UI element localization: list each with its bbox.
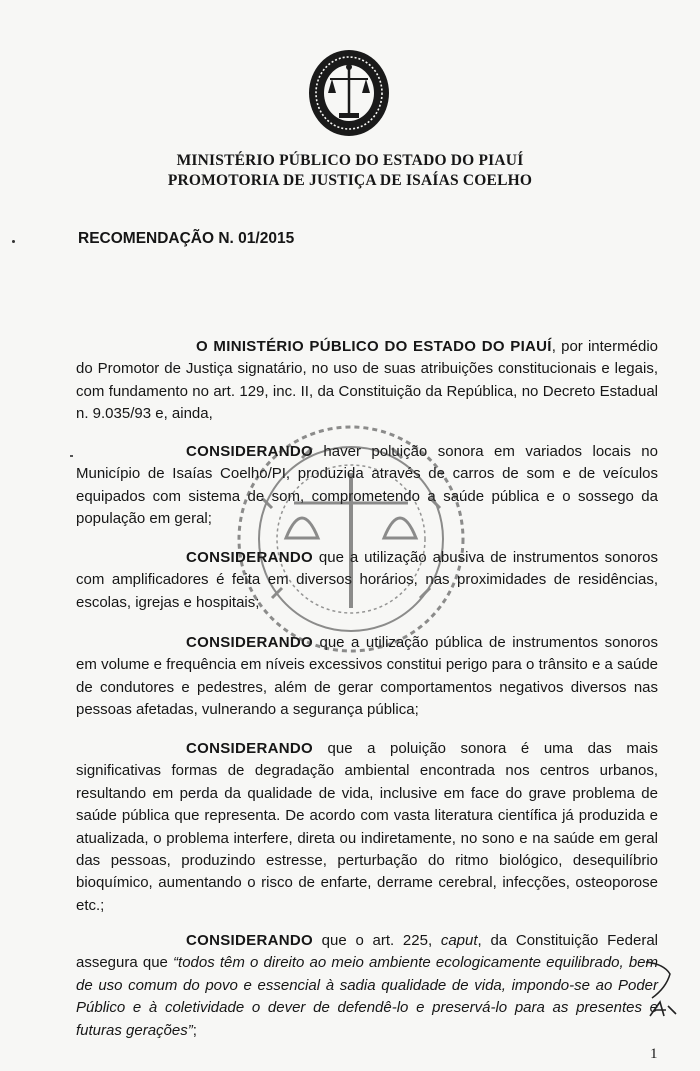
paragraph-text: haver poluição sonora em variados locais no Município de Isaías Coelho/PI, produzida através de carros de som e de veículos equipados com sistema de som, comprometendo a saúde pública e o sossego da população em geral; xyxy=(76,443,658,528)
document-title: RECOMENDAÇÃO N. 01/2015 xyxy=(78,230,295,247)
header-promotoria-name: PROMOTORIA DE JUSTIÇA DE ISAÍAS COELHO xyxy=(167,172,533,189)
paragraph-lead: CONSIDERANDO xyxy=(186,634,313,651)
paragraph-text: que o art. 225, xyxy=(312,932,441,949)
paragraph-text: ; xyxy=(192,1021,197,1039)
header-ministry-name: MINISTÉRIO PÚBLICO DO ESTADO DO PIAUÍ xyxy=(176,152,524,169)
paragraph-lead: CONSIDERANDO xyxy=(186,740,313,757)
constitution-quote: “todos têm o direito ao meio ambiente ecologicamente equilibrado, bem de uso comum do povo e essencial à sadia qualidade de vida, impondo-se ao Poder Público e à coletividade o dever de defendê-lo e preservá-lo para as presentes e futuras gerações” xyxy=(76,954,658,1039)
paragraph-lead: CONSIDERANDO xyxy=(186,549,313,566)
seal-stamp-watermark xyxy=(232,418,470,660)
paragraph-text: que a utilização pública de instrumentos sonoros em volume e frequência em níveis excessivos constitui perigo para o trânsito e a saúde de condutores e pedestres, além de gerar comportamentos negativos diversos nas pessoas afetadas, vulnerando a segurança pública; xyxy=(76,634,658,719)
paragraph-text: , da Constituição Federal assegura que xyxy=(76,932,658,972)
paragraph-preamble xyxy=(76,336,658,426)
caput-term: caput xyxy=(440,932,478,949)
paragraph-text: que a utilização abusiva de instrumentos sonoros com amplificadores é feita em diversos horários, nas proximidades de residências, escolas, igrejas e hospitais; xyxy=(76,549,658,611)
scan-speck xyxy=(70,455,73,457)
paragraph-lead: O MINISTÉRIO PÚBLICO DO ESTADO DO PIAUÍ xyxy=(196,338,552,355)
ministry-seal-emblem xyxy=(306,47,392,139)
handwritten-initials-mark xyxy=(640,958,682,1028)
page-number: 1 xyxy=(650,1046,658,1062)
paragraph-considerando-art225 xyxy=(76,930,658,1042)
scan-speck xyxy=(12,240,15,243)
paragraph-considerando xyxy=(76,738,658,917)
paragraph-lead: CONSIDERANDO xyxy=(186,932,313,949)
paragraph-lead: CONSIDERANDO xyxy=(186,443,313,460)
paragraph-text: , por intermédio do Promotor de Justiça signatário, no uso de suas atribuições constitucionais e legais, com fundamento no art. 129, inc. II, da Constituição da República, no Decreto Estadual n. 9.035/93 e, ainda, xyxy=(76,338,658,423)
paragraph-text: que a poluição sonora é uma das mais significativas formas de degradação ambiental encontrada nos centros urbanos, resultando em perda da qualidade de vida, inclusive em face do grave problema de saúde pública que representa. De acordo com vasta literatura científica já produzida e atualizada, o problema interfere, direta ou indiretamente, no sono e na saúde em geral das pessoas, produzindo estresse, perturbação do ritmo biológico, desequilíbrio bioquímico, aumentando o risco de enfarte, derrame cerebral, infecções, osteoporose etc.; xyxy=(76,740,658,914)
